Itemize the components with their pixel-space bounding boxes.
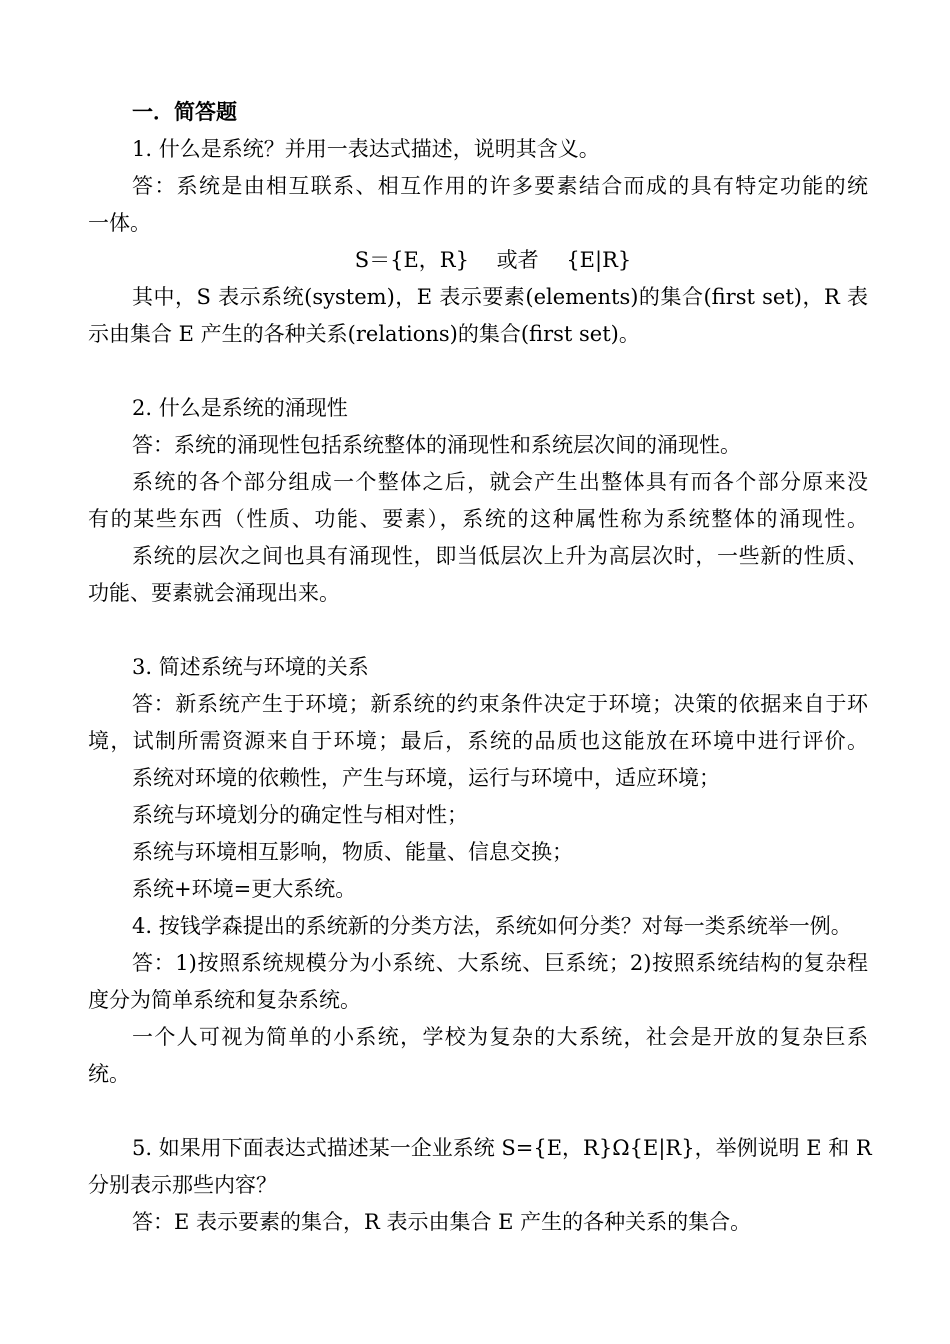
q1-question: 1. 什么是系统？并用一表达式描述，说明其含义。 xyxy=(132,137,600,161)
document-page xyxy=(88,94,872,1241)
q1-answer-line-2: 一体。 xyxy=(88,211,151,235)
q3-item-4: 系统+环境=更大系统。 xyxy=(132,877,357,901)
q1-answer-line-1: 答：系统是由相互联系、相互作用的许多要素结合而成的具有特定功能的统 xyxy=(132,174,868,198)
q4-example-line-1: 一个人可视为简单的小系统，学校为复杂的大系统，社会是开放的复杂巨系 xyxy=(132,1025,868,1049)
q2-paragraph-2-line-2: 功能、要素就会涌现出来。 xyxy=(88,581,340,605)
q5-answer: 答：E 表示要素的集合，R 表示由集合 E 产生的各种关系的集合。 xyxy=(132,1210,752,1234)
q5-question-line-2: 分别表示那些内容？ xyxy=(88,1173,277,1197)
q1-explain-line-2: 示由集合 E 产生的各种关系(relations)的集合(first set)。 xyxy=(88,322,640,346)
q1-formula: S＝{E，R} 或者 {E|R} xyxy=(354,248,632,272)
section-title: 一．简答题 xyxy=(132,100,237,124)
q2-paragraph-2-line-1: 系统的层次之间也具有涌现性，即当低层次上升为高层次时，一些新的性质、 xyxy=(132,544,868,568)
q4-question: 4. 按钱学森提出的系统新的分类方法，系统如何分类？对每一类系统举一例。 xyxy=(132,914,852,938)
q2-paragraph-1-line-2: 有的某些东西（性质、功能、要素），系统的这种属性称为系统整体的涌现性。 xyxy=(88,507,868,531)
q4-answer-line-1: 答：1)按照系统规模分为小系统、大系统、巨系统；2)按照系统结构的复杂程 xyxy=(132,951,868,975)
q2-question: 2. 什么是系统的涌现性 xyxy=(132,396,348,420)
q3-item-2: 系统与环境划分的确定性与相对性； xyxy=(132,803,468,827)
q2-paragraph-1-line-1: 系统的各个部分组成一个整体之后，就会产生出整体具有而各个部分原来没 xyxy=(132,470,868,494)
q5-question-line-1: 5. 如果用下面表达式描述某一企业系统 S={E，R}Ω{E|R}，举例说明 E 和 R xyxy=(132,1136,872,1160)
q3-answer-line-2: 境，试制所需资源来自于环境；最后，系统的品质也这能放在环境中进行评价。 xyxy=(88,729,868,753)
spacer xyxy=(88,353,868,390)
spacer xyxy=(88,612,868,649)
q3-item-3: 系统与环境相互影响，物质、能量、信息交换； xyxy=(132,840,573,864)
q2-answer: 答：系统的涌现性包括系统整体的涌现性和系统层次间的涌现性。 xyxy=(132,433,741,457)
q1-explain-line-1: 其中，S 表示系统(system)，E 表示要素(elements)的集合(first set)，R 表 xyxy=(132,285,868,309)
spacer xyxy=(88,1093,868,1130)
q3-answer-line-1: 答：新系统产生于环境；新系统的约束条件决定于环境；决策的依据来自于环 xyxy=(132,692,868,716)
q4-answer-line-2: 度分为简单系统和复杂系统。 xyxy=(88,988,361,1012)
q3-item-1: 系统对环境的依赖性，产生与环境，运行与环境中，适应环境； xyxy=(132,766,720,790)
q3-question: 3. 简述系统与环境的关系 xyxy=(132,655,369,679)
q4-example-line-2: 统。 xyxy=(88,1062,130,1086)
